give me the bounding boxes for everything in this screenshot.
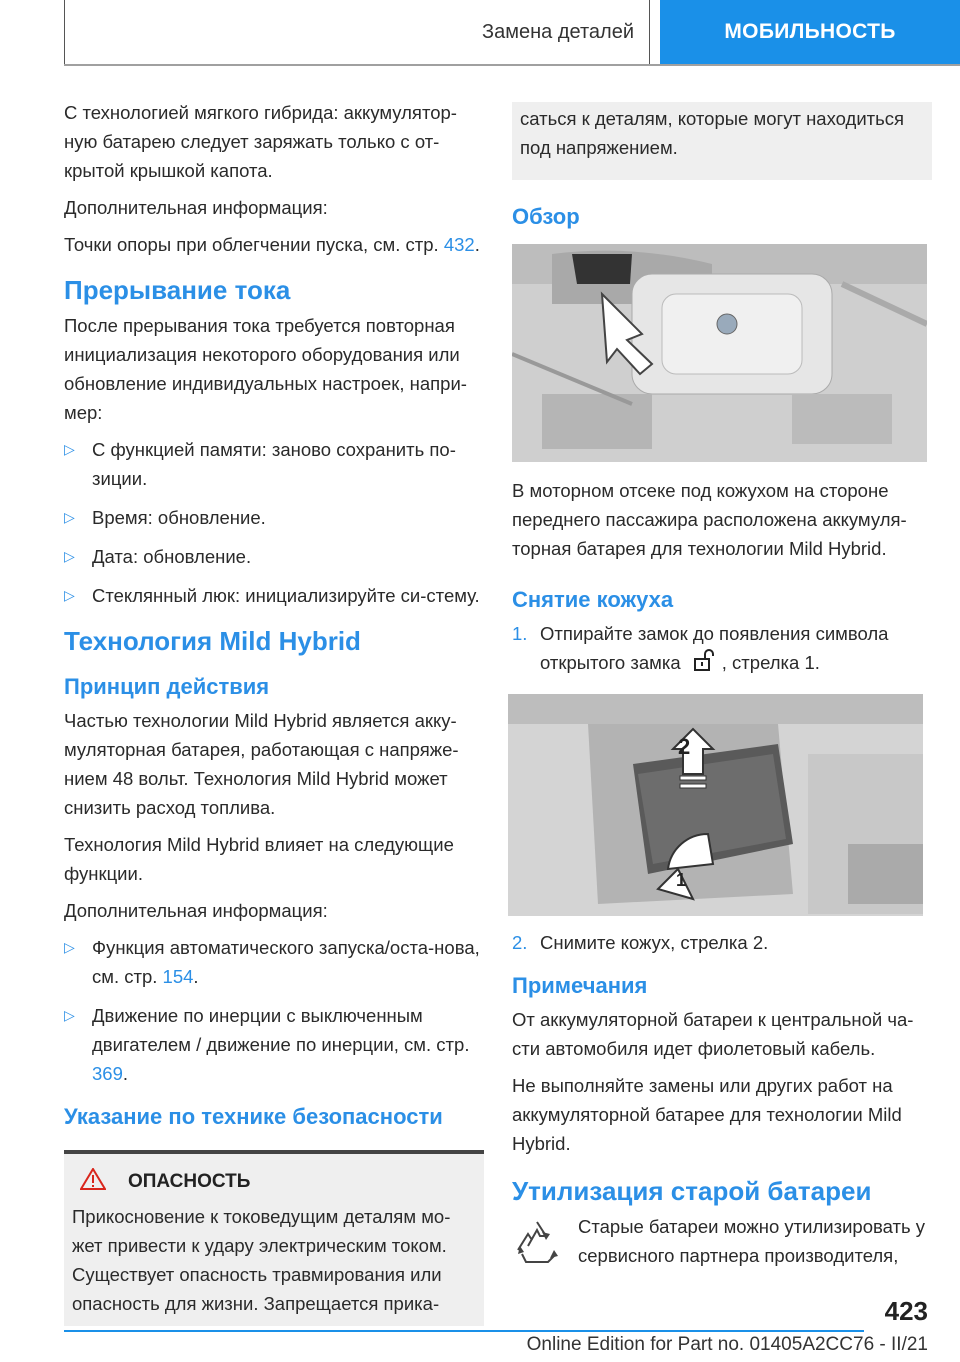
heading-remove-cover: Снятие кожуха xyxy=(512,587,674,612)
heading-power-interruption: Прерывание тока xyxy=(64,275,291,305)
disposal-row xyxy=(512,1212,932,1271)
triangle-bullet-icon: ▷ xyxy=(64,509,75,525)
list-item xyxy=(64,581,484,610)
list-item-text: С функцией памяти: заново сохранить по-зиции. xyxy=(92,439,456,489)
disposal-text: Старые батареи можно утилизировать у сервисного партнера производителя, xyxy=(578,1216,925,1267)
jump-start-ref-text: Точки опоры при облегчении пуска, см. стр. xyxy=(64,234,444,255)
list-item xyxy=(64,933,484,991)
warning-triangle-icon xyxy=(80,1168,106,1196)
page-link-369[interactable]: 369 xyxy=(92,1063,123,1084)
more-info-label: Дополнительная информация: xyxy=(64,197,328,218)
step-1-text: Отпирайте замок до появления символа открытого замка xyxy=(540,623,889,673)
principle-paragraph-1: Частью технологии Mild Hybrid является акку-муляторная батарея, работающая с напряже-нием 48 вольт. Технология Mild Hybrid может снизить расход топлива. xyxy=(64,710,459,818)
page-link-432[interactable]: 432 xyxy=(443,234,475,255)
header-chapter-title: МОБИЛЬНОСТЬ xyxy=(660,0,960,64)
triangle-bullet-icon: ▷ xyxy=(64,939,75,955)
remove-cover-steps-2 xyxy=(512,928,932,957)
triangle-bullet-icon: ▷ xyxy=(64,587,75,603)
danger-warning-box xyxy=(64,1154,484,1326)
left-column xyxy=(64,98,484,1326)
list-item-text: Функция автоматического запуска/оста-нова, см. стр. xyxy=(92,937,480,987)
list-item-text: Движение по инерции с выключенным двигателем / движение по инерции, см. стр. xyxy=(92,1005,470,1055)
principle-paragraph-2: Технология Mild Hybrid влияет на следующие функции. xyxy=(64,834,454,884)
footer-divider xyxy=(64,1330,864,1332)
list-item-text: Стеклянный люк: инициализируйте си-стему. xyxy=(92,585,480,606)
unlocked-padlock-icon xyxy=(692,648,716,680)
page-header xyxy=(0,0,960,66)
notes-paragraph-2: Не выполняйте замены или других работ на аккумуляторной батарее для технологии Mild Hybrid. xyxy=(512,1075,902,1155)
step-1-end: , стрелка 1. xyxy=(721,652,820,673)
danger-warning-continuation xyxy=(512,102,932,180)
step-number: 1. xyxy=(512,623,528,644)
list-item xyxy=(64,435,484,493)
recycle-icon xyxy=(512,1218,562,1271)
step-2 xyxy=(512,928,932,957)
principle-paragraph-3: Дополнительная информация: xyxy=(64,900,328,921)
heading-notes: Примечания xyxy=(512,973,648,999)
heading-mild-hybrid: Технология Mild Hybrid xyxy=(64,626,361,656)
heading-safety: Указание по технике безопасности xyxy=(64,1104,443,1129)
danger-title-text: ОПАСНОСТЬ xyxy=(128,1171,251,1192)
danger-text-continued: саться к деталям, которые могут находиться под напряжением. xyxy=(520,108,905,158)
period: . xyxy=(193,966,199,987)
triangle-bullet-icon: ▷ xyxy=(64,441,75,457)
page-number: 423 xyxy=(884,1296,928,1326)
step-number: 2. xyxy=(512,932,528,954)
jump-start-ref xyxy=(64,230,484,259)
arrow-2-label: 2 xyxy=(678,734,691,760)
remove-cover-steps xyxy=(512,619,932,680)
period: . xyxy=(122,1063,129,1084)
danger-text: Прикосновение к токоведущим деталям мо-жет привести к удару электрическим током. Существует опасность травмирования или опасность для жизни. Запрещается прика- xyxy=(72,1206,451,1314)
list-item xyxy=(64,1001,484,1088)
heading-disposal: Утилизация старой батареи xyxy=(512,1176,872,1207)
right-column xyxy=(512,102,932,1271)
intro-paragraph: С технологией мягкого гибрида: аккумулятор-ную батарею следует заряжать только с от-крытой крышкой капота. xyxy=(64,102,457,181)
heading-overview: Обзор xyxy=(512,204,580,229)
heading-principle: Принцип действия xyxy=(64,674,270,699)
overview-text: В моторном отсеке под кожухом на стороне переднего пассажира расположена аккумуля-торная батарея для технологии Mild Hybrid. xyxy=(512,480,907,559)
page-link-154[interactable]: 154 xyxy=(162,966,194,987)
list-item-text: Дата: обновление. xyxy=(92,546,252,567)
functions-list xyxy=(64,933,484,1088)
danger-title xyxy=(80,1168,476,1196)
list-item-text: Время: обновление. xyxy=(92,507,266,528)
period: . xyxy=(474,234,480,255)
arrow-1-label: 1 xyxy=(676,870,687,891)
header-divider xyxy=(64,64,960,66)
engine-bay-photo xyxy=(512,244,927,462)
list-item xyxy=(64,503,484,532)
power-interruption-text: После прерывания тока требуется повторная инициализация некоторого оборудования или обновление индивидуальных настроек, напри-мер: xyxy=(64,315,467,423)
power-interruption-list xyxy=(64,435,484,610)
battery-cover-photo xyxy=(508,694,923,916)
header-section-title: Замена деталей xyxy=(482,20,634,43)
triangle-bullet-icon: ▷ xyxy=(64,548,75,564)
list-item xyxy=(64,542,484,571)
footer-edition: Online Edition for Part no. 01405A2CC76 - II/21 xyxy=(526,1334,928,1355)
triangle-bullet-icon: ▷ xyxy=(64,1007,75,1023)
step-2-text: Снимите кожух, стрелка 2. xyxy=(540,932,769,954)
step-1 xyxy=(512,619,932,680)
notes-paragraph-1: От аккумуляторной батареи к центральной ча-сти автомобиля идет фиолетовый кабель. xyxy=(512,1009,914,1060)
